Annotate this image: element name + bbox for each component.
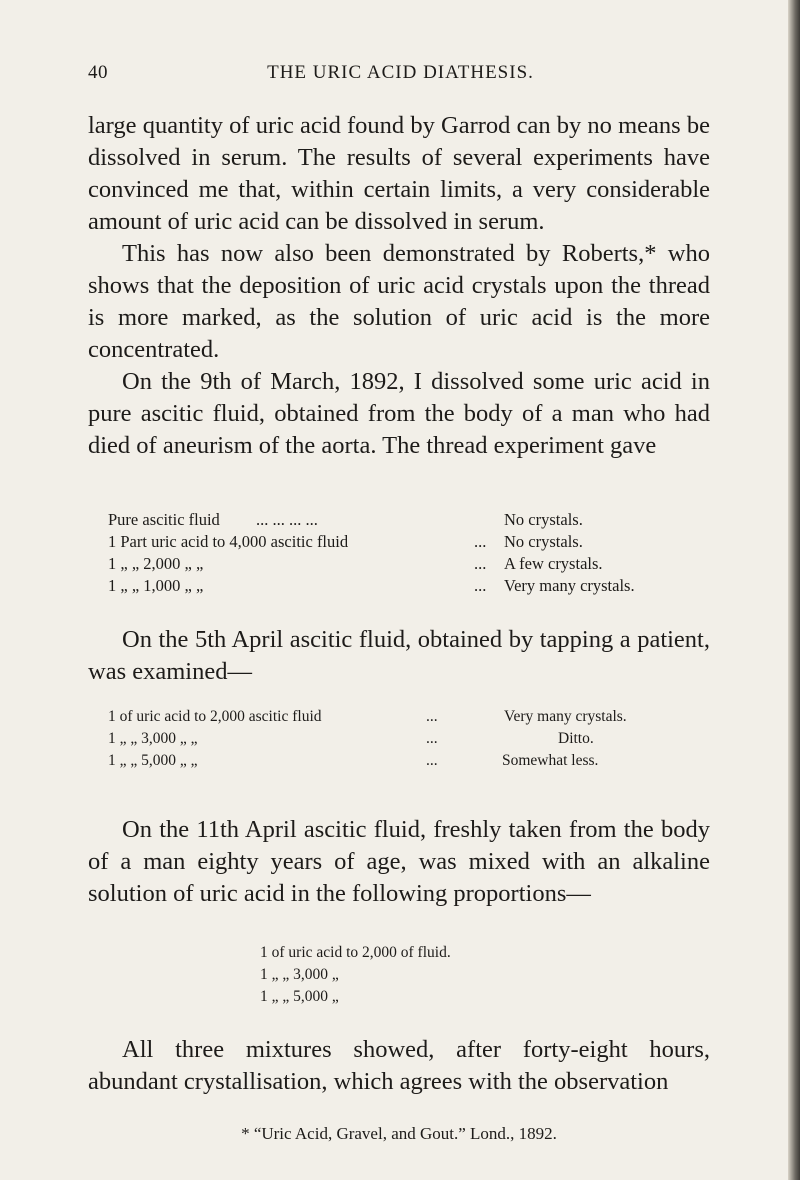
list-item: 1 „ „ 3,000 „ [260, 966, 339, 983]
paragraph-1: large quantity of uric acid found by Garrod can by no means be dissolved in serum. The results of several experiments have convinced me that, within certain limits, a very considerable amount of uric acid can be dissolved in serum. [88, 112, 710, 235]
table-cell-result: Very many crystals. [504, 708, 627, 725]
running-head [88, 62, 713, 92]
table-row [108, 730, 708, 752]
table-cell-result: Somewhat less. [502, 752, 599, 769]
table-cell-leader: ... [426, 730, 438, 747]
table-cell-label: 1 „ „ 1,000 „ „ [108, 576, 204, 595]
table-cell-label: Pure ascitic fluid [108, 510, 220, 529]
table-cell-leader: ... [474, 554, 487, 573]
table-row [108, 554, 708, 576]
running-title: THE URIC ACID DIATHESIS. [267, 62, 534, 83]
table-cell-label: 1 Part uric acid to 4,000 ascitic fluid [108, 532, 349, 551]
table-row [108, 708, 708, 730]
table-cell-leader: ... [474, 576, 487, 595]
page-edge-shadow [788, 0, 800, 1180]
table-cell-label: 1 „ „ 5,000 „ „ [108, 752, 198, 769]
table-cell-leader: ... [474, 532, 487, 551]
results-table-march [108, 510, 708, 598]
paragraph-2: This has now also been demonstrated by Roberts,* who shows that the deposition of uric acid crystals upon the thread is more marked, as the solution of uric acid is the more concentrated. [88, 240, 710, 363]
footnote: * “Uric Acid, Gravel, and Gout.” Lond., 1892. [241, 1124, 557, 1143]
list-item: 1 „ „ 5,000 „ [260, 988, 339, 1005]
paragraph-4: On the 5th April ascitic fluid, obtained by tapping a patient, was examined— [88, 626, 710, 685]
paragraph-3: On the 9th of March, 1892, I dissolved some uric acid in pure ascitic fluid, obtained from the body of a man who had died of aneurism of the aorta. The thread experiment gave [88, 368, 710, 459]
table-cell-result: Ditto. [558, 730, 594, 747]
table-cell-result: Very many crystals. [504, 576, 635, 595]
page-number: 40 [88, 62, 108, 83]
table-cell-result: A few crystals. [504, 554, 603, 573]
table-row [108, 532, 708, 554]
table-row [108, 510, 708, 532]
table-cell-result: No crystals. [504, 532, 583, 551]
table-cell-leader: ... [426, 708, 438, 725]
table-row [108, 576, 708, 598]
table-cell-label: 1 „ „ 3,000 „ „ [108, 730, 198, 747]
table-cell-label: 1 of uric acid to 2,000 ascitic fluid [108, 708, 322, 725]
table-row [108, 752, 708, 774]
paragraph-5: On the 11th April ascitic fluid, freshly taken from the body of a man eighty years of age, was mixed with an alkaline solution of uric acid in the following proportions— [88, 816, 710, 907]
table-cell-result: No crystals. [504, 510, 583, 529]
table-cell-leader: ... [426, 752, 438, 769]
results-table-april-5 [108, 708, 708, 774]
paragraph-6: All three mixtures showed, after forty-eight hours, abundant crystallisation, which agrees with the observation [88, 1036, 710, 1095]
proportions-list [260, 944, 660, 1010]
list-item: 1 of uric acid to 2,000 of fluid. [260, 944, 451, 961]
table-cell-label: 1 „ „ 2,000 „ „ [108, 554, 204, 573]
table-cell-leader: ... ... ... ... [256, 510, 318, 529]
